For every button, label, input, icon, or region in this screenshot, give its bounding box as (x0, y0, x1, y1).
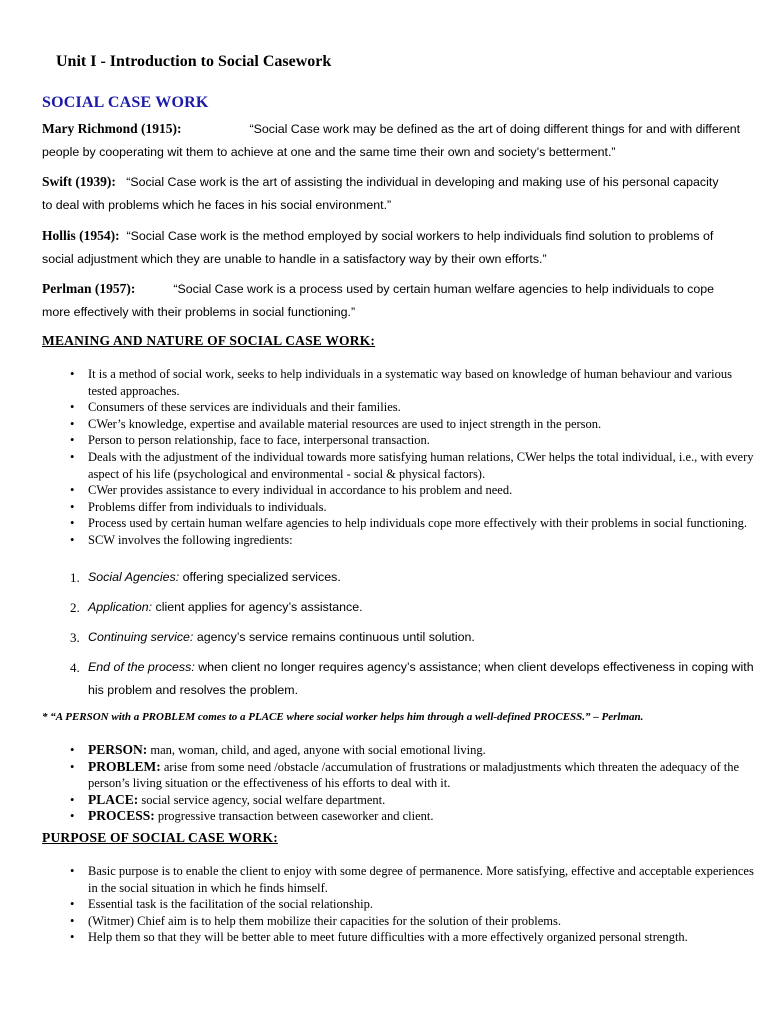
definition-text: “Social Case work is the art of assisting the individual in developing and making use of his personal capacity (126, 175, 719, 189)
unit-title: Unit I - Introduction to Social Casework (56, 53, 332, 70)
definition-text-cont: more effectively with their problems in social functioning.” (42, 305, 356, 319)
list-item: • Essential task is the facilitation of the social relationship. (42, 896, 758, 913)
list-item: • Help them so that they will be better able to meet future difficulties with a more effectively organized personal strength. (42, 929, 758, 946)
list-item: • CWer’s knowledge, expertise and available material resources are used to inject strength in the person. (42, 416, 758, 433)
definition-richmond (42, 117, 758, 164)
list-item: • SCW involves the following ingredients: (42, 532, 758, 549)
list-item (42, 626, 758, 649)
item-number: 2. (70, 600, 80, 615)
item-text: client applies for agency’s assistance. (152, 600, 363, 614)
definition-author: Mary Richmond (1915): (42, 121, 182, 136)
definition-swift (42, 170, 758, 217)
definition-author: Hollis (1954): (42, 228, 120, 243)
list-item: • CWer provides assistance to every individual in accordance to his problem and need. (42, 482, 758, 499)
item-number: 4. (70, 660, 80, 675)
definition-text-cont: to deal with problems which he faces in his social environment.” (42, 198, 392, 212)
item-text: man, woman, child, and aged, anyone with social emotional living. (147, 743, 486, 757)
list-item: • Problems differ from individuals to individuals. (42, 499, 758, 516)
item-term: End of the process: (88, 660, 195, 674)
item-term: PROBLEM: (88, 758, 161, 774)
item-number: 1. (70, 570, 80, 585)
list-item (42, 759, 758, 792)
item-text: agency’s service remains continuous until solution. (193, 630, 475, 644)
meaning-list (42, 366, 758, 549)
section-heading: SOCIAL CASE WORK (42, 94, 209, 111)
purpose-heading: PURPOSE OF SOCIAL CASE WORK: (42, 830, 278, 845)
definition-author: Perlman (1957): (42, 281, 136, 296)
item-term: Social Agencies: (88, 570, 180, 584)
list-item (42, 566, 758, 589)
list-item (42, 656, 758, 702)
pppp-list (42, 742, 758, 825)
definition-text-cont: social adjustment which they are unable to handle in a satisfactory way by their own efforts.” (42, 252, 547, 266)
list-item (42, 742, 758, 759)
definition-text: “Social Case work is a process used by certain human welfare agencies to help individuals to cope (173, 282, 715, 296)
list-item (42, 792, 758, 809)
ingredients-list (42, 566, 758, 709)
item-text: arise from some need /obstacle /accumulation of frustrations or maladjustments which threaten the adequacy of the person’s living situation or the effectiveness of his efforts to deal with it. (88, 759, 740, 791)
item-term: PLACE: (88, 791, 139, 807)
list-item: • It is a method of social work, seeks to help individuals in a systematic way based on knowledge of human behaviour and various tested approaches. (42, 366, 758, 399)
purpose-list (42, 863, 758, 946)
item-number: 3. (70, 630, 80, 645)
list-item: • Process used by certain human welfare agencies to help individuals cope more effectively with their problems in social functioning. (42, 515, 758, 532)
list-item (42, 596, 758, 619)
item-text: when client no longer requires agency’s assistance; when client develops effectiveness in coping with his problem and resolves the problem. (88, 660, 754, 697)
perlman-quote: * “A PERSON with a PROBLEM comes to a PLACE where social worker helps him through a well-defined PROCESS.” – Perlman. (42, 711, 644, 723)
list-item: • Person to person relationship, face to face, interpersonal transaction. (42, 432, 758, 449)
definition-text-cont: people by cooperating wit them to achieve at one and the same time their own and society’s betterment.” (42, 145, 616, 159)
item-text: social service agency, social welfare department. (138, 792, 386, 807)
list-item: • (Witmer) Chief aim is to help them mobilize their capacities for the solution of their problems. (42, 913, 758, 930)
definition-hollis (42, 224, 758, 271)
definition-perlman (42, 277, 758, 324)
list-item: • Consumers of these services are individuals and their families. (42, 399, 758, 416)
item-term: Application: (88, 600, 153, 614)
item-term: Continuing service: (88, 630, 194, 644)
list-item: • Deals with the adjustment of the individual towards more satisfying human relations, CWer helps the total individual, i.e., with every aspect of his life (psychological and environmental - social & physical factors). (42, 449, 758, 482)
definition-text: “Social Case work may be defined as the art of doing different things for and with different (249, 122, 741, 136)
list-item: • Basic purpose is to enable the client to enjoy with some degree of permanence. More satisfying, effective and acceptable experiences in the social situation in which he finds himself. (42, 863, 758, 896)
item-term: PROCESS: (88, 808, 155, 824)
item-text: progressive transaction between caseworker and client. (154, 809, 434, 824)
definition-text: “Social Case work is the method employed by social workers to help individuals find solution to problems of (126, 229, 714, 243)
item-text: offering specialized services. (179, 570, 341, 584)
list-item (42, 808, 758, 825)
item-term: PERSON: (88, 742, 148, 757)
meaning-heading: MEANING AND NATURE OF SOCIAL CASE WORK: (42, 333, 376, 348)
definition-author: Swift (1939): (42, 174, 116, 189)
